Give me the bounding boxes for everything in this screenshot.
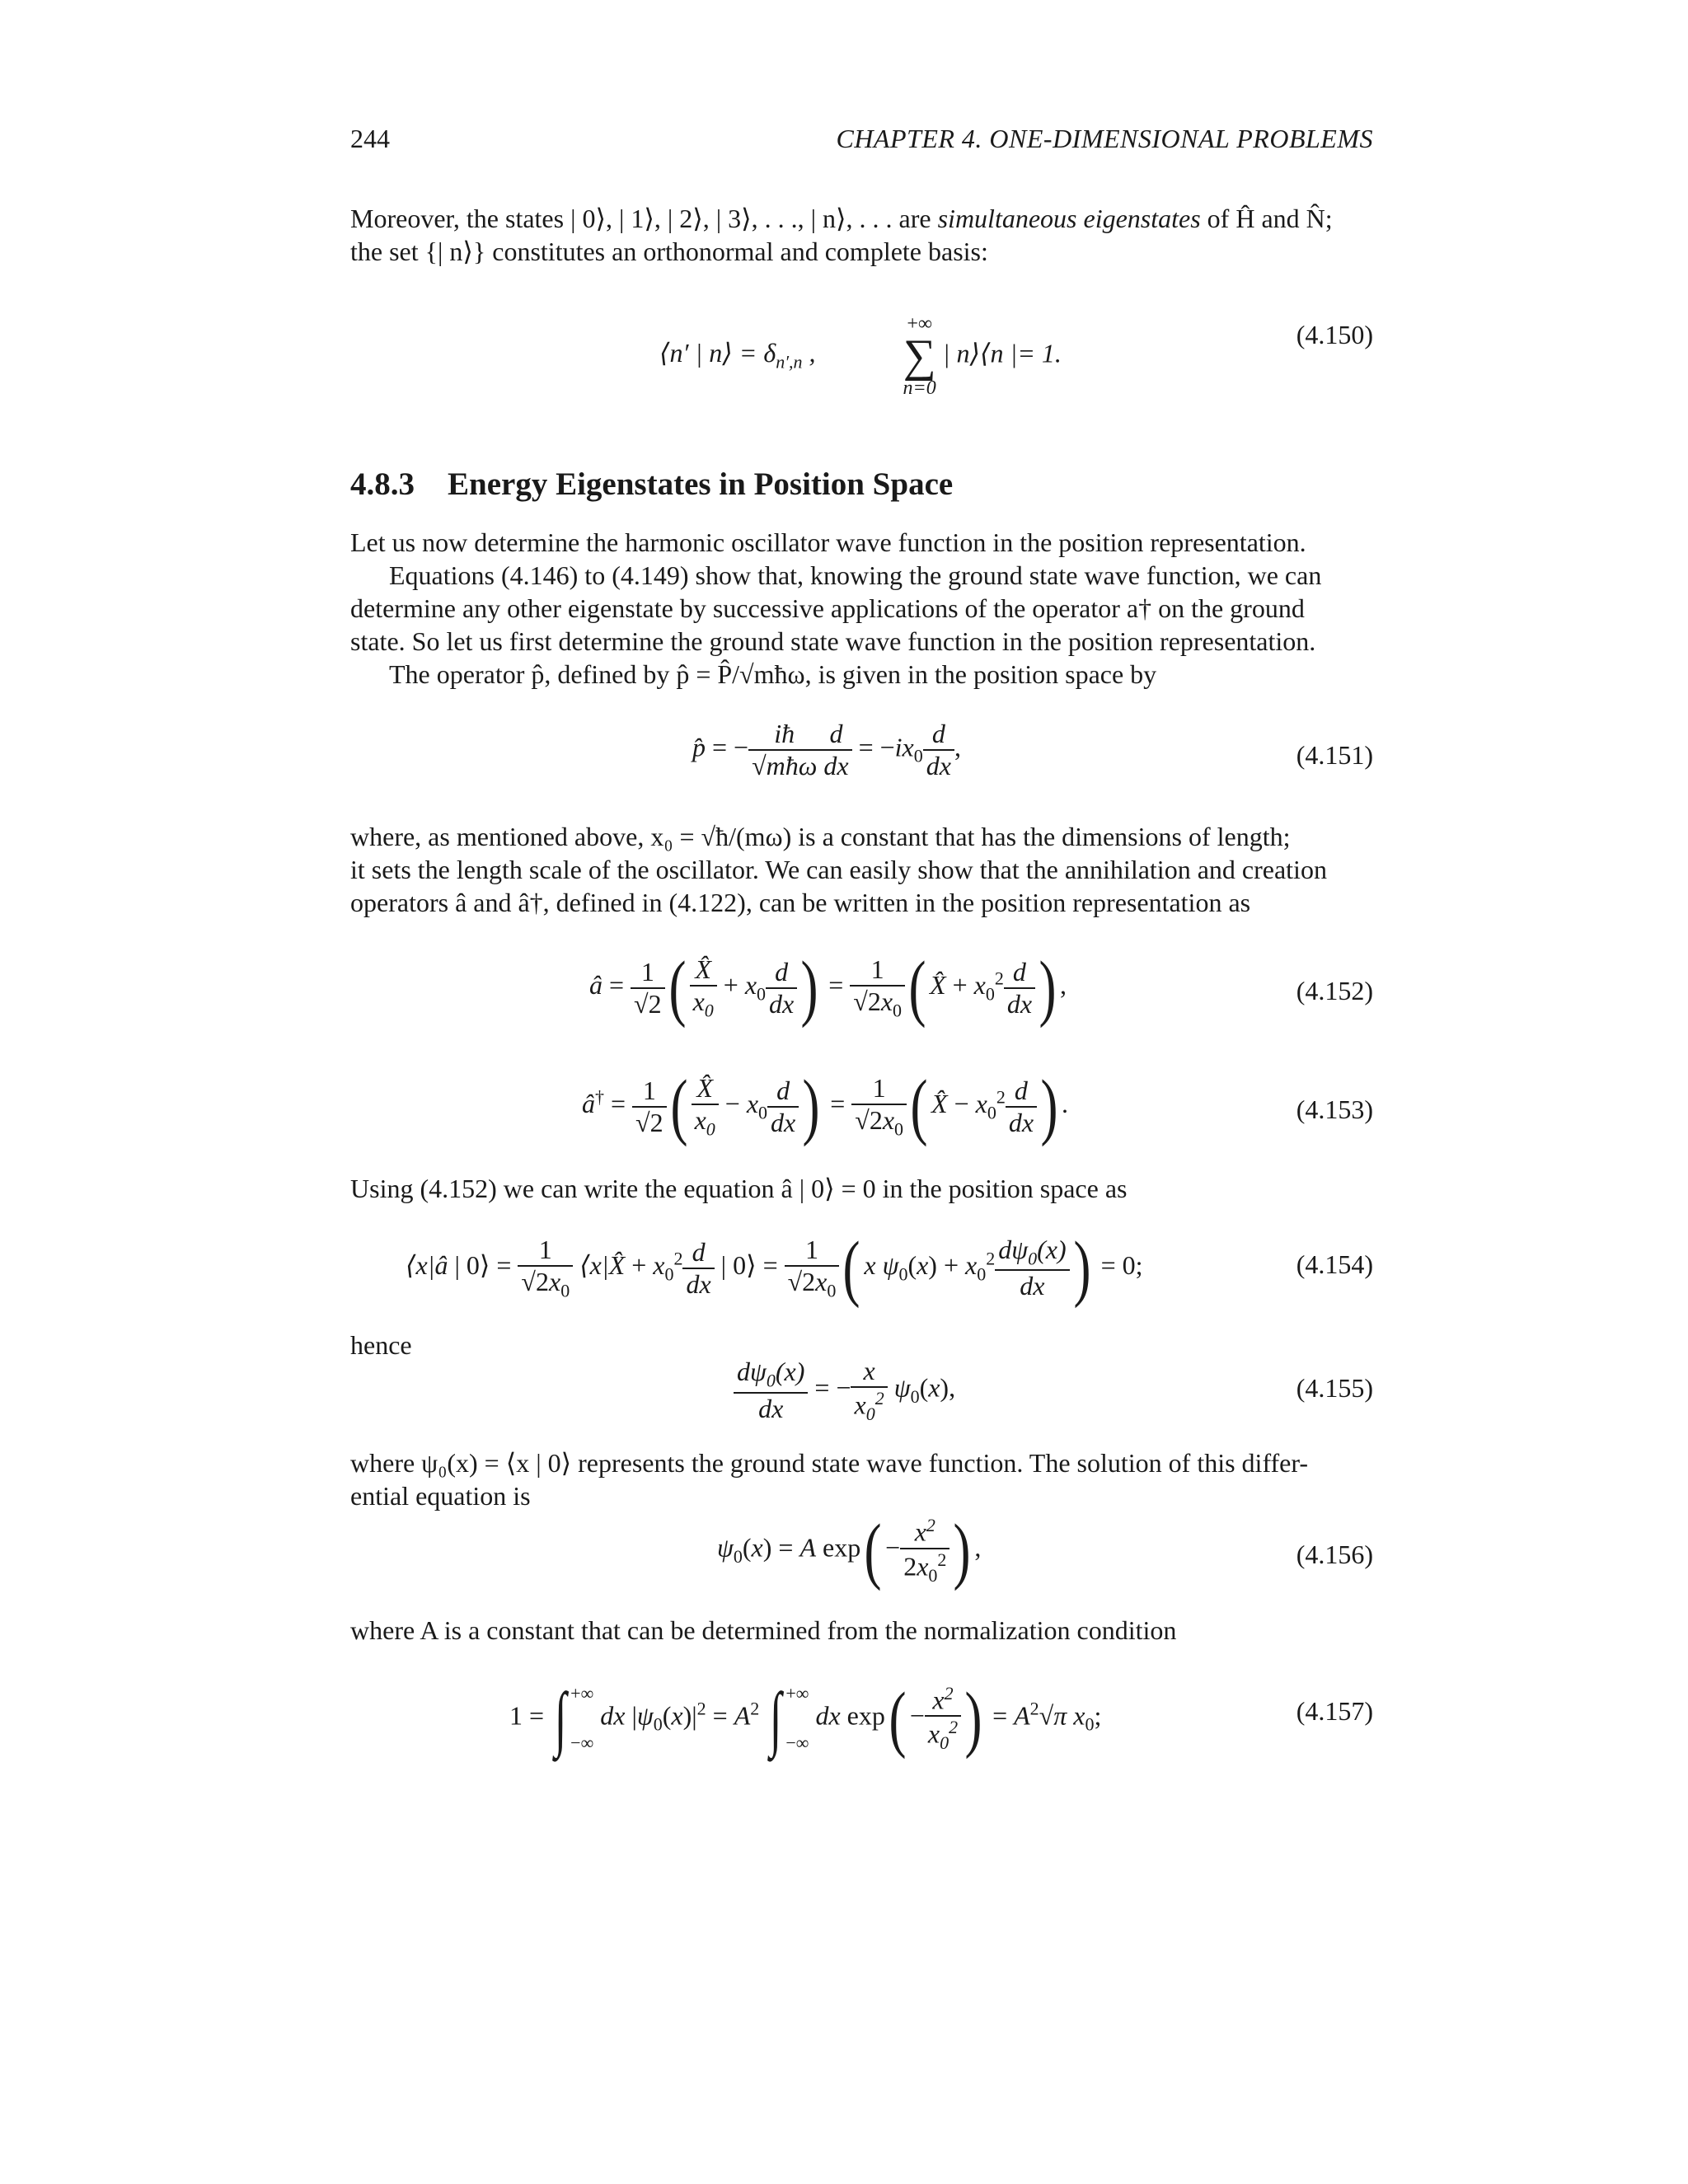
intro-line2: the set {| n⟩} constitutes an orthonormal and complete basis: <box>350 237 988 266</box>
equation-number-4-150: (4.150) <box>1296 320 1373 349</box>
body-paragraph-2 <box>350 820 1373 919</box>
equation-number-4-155: (4.155) <box>1296 1373 1373 1403</box>
equation-4-157: 1 = ∫ +∞ −∞ dx $|\psi_0(x)|^2 = A^2$ ∫ +∞ −∞ dx exp( − $\frac{x^2}{x_0^2}$ ) = $A^2√\pi$ $x_0$; <box>509 1677 1102 1760</box>
body-p7-line2: ential equation is <box>350 1481 531 1511</box>
equation-number-4-153: (4.153) <box>1296 1094 1373 1124</box>
body-p2-line2: determine any other eigenstate by successive applications of the operator a† on the ground <box>350 593 1305 623</box>
section-number: 4.8.3 <box>350 466 415 502</box>
equation-4-150: ⟨n′ | n⟩ = $\delta_{n',n}$ , +∞ ∑ n=0 | n⟩⟨n |= 1. <box>659 313 1062 399</box>
body-p4-line1: where, as mentioned above, x₀ = √ħ/(mω) is a constant that has the dimensions of length; <box>350 822 1291 851</box>
body-p8: where A is a constant that can be determined from the normalization condition <box>350 1615 1177 1645</box>
intro-paragraph <box>350 202 1373 268</box>
equation-number-4-152: (4.152) <box>1296 976 1373 1005</box>
body-p5: Using (4.152) we can write the equation â | 0⟩ = 0 in the position space as <box>350 1174 1128 1203</box>
body-p3: The operator p̂, defined by p̂ = P̂/√mħω, is given in the position space by <box>389 659 1157 689</box>
page-number: 244 <box>350 124 390 153</box>
equation-4-151: p̂ = − $\frac{iħ}{\text{√mħω}}$ $\frac{d}{dx}$ = $-ix_0$ $\frac{d}{dx}$ , <box>692 719 961 780</box>
equation-4-153: â† = $\frac{1}{√2}$ ( $\frac{X̂}{x_0}$ − $x_0$ $\frac{d}{dx}$ ) = $\frac{1}{√2x_0}$ ( X̂ − $x_0^2$ $\frac{d}{dx}$ ) . <box>582 1066 1069 1148</box>
intro-line1-a: Moreover, the states | 0⟩, | 1⟩, | 2⟩, | 3⟩, . . ., | n⟩, . . . are <box>350 204 931 233</box>
equation-4-156: $\psi_0(x) = A$ exp( − $\frac{x^2}{2x_0^2}$ ) , <box>717 1509 982 1591</box>
body-paragraph-6 <box>350 1614 1373 1647</box>
body-paragraph-5 <box>350 1446 1373 1512</box>
body-p6: hence <box>350 1330 412 1360</box>
section-title: Energy Eigenstates in Position Space <box>448 466 954 502</box>
intro-line1-b: of Ĥ and N̂; <box>1207 204 1333 233</box>
body-p2-line1: Equations (4.146) to (4.149) show that, knowing the ground state wave function, we can <box>389 560 1322 590</box>
equation-number-4-151: (4.151) <box>1296 740 1373 770</box>
equation-4-154: ⟨x|â | 0⟩ = $\frac{1}{√2x_0}$ ⟨x|X̂ + $x_0^2$ $\frac{d}{dx}$ | 0⟩ = $\frac{1}{√2x_0}$ ( x $\psi_0(x) + x_0^2$ $\frac{d\psi_0(x)}{dx}$ ) = 0; <box>406 1227 1143 1310</box>
body-paragraph-3 <box>350 1172 1373 1205</box>
body-p4-line2: it sets the length scale of the oscillator. We can easily show that the annihilation and creation <box>350 855 1327 884</box>
body-p1: Let us now determine the harmonic oscillator wave function in the position representation. <box>350 527 1306 557</box>
body-paragraph-1 <box>350 526 1373 691</box>
chapter-header: CHAPTER 4. ONE-DIMENSIONAL PROBLEMS <box>836 124 1373 153</box>
equation-4-152: â = $\frac{1}{√2}$ ( $\frac{X̂}{x_0}$ + $x_0$ $\frac{d}{dx}$ ) = $\frac{1}{√2x_0}$ ( X̂ + $x_0^2$ $\frac{d}{dx}$ ) , <box>589 947 1067 1029</box>
equation-number-4-154: (4.154) <box>1296 1249 1373 1279</box>
equation-number-4-156: (4.156) <box>1296 1540 1373 1569</box>
body-p4-line3: operators â and â†, defined in (4.122), can be written in the position representation as <box>350 888 1251 917</box>
equation-number-4-157: (4.157) <box>1296 1696 1373 1726</box>
equation-4-155: $\frac{d\psi_0(x)}{dx}$ = − $\frac{x}{x_0^2}$ $\psi_0(x)$, <box>734 1356 955 1425</box>
section-heading <box>350 466 953 503</box>
body-p7-line1: where ψ₀(x) = ⟨x | 0⟩ represents the ground state wave function. The solution of this differ- <box>350 1448 1309 1478</box>
intro-line1-em: simultaneous eigenstates <box>937 204 1201 233</box>
body-p2-line3: state. So let us first determine the ground state wave function in the position representation. <box>350 626 1316 656</box>
